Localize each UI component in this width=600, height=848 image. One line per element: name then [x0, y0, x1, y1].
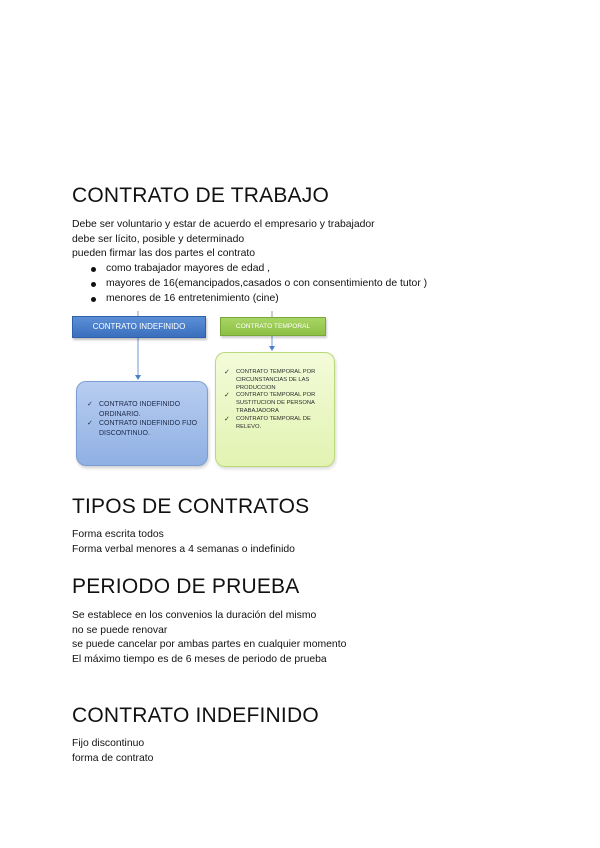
text-line: no se puede renovar — [72, 624, 168, 636]
heading-tipos-contratos: TIPOS DE CONTRATOS — [72, 495, 310, 518]
text-line: forma de contrato — [72, 752, 154, 764]
text-line: Fijo discontinuo — [72, 738, 145, 749]
text-line: debe ser lícito, posible y determinado — [72, 233, 245, 245]
indefinido-types-list — [87, 400, 203, 438]
temporal-type-item: ✓ CONTRATO TEMPORAL POR CIRCUNSTANCIAS DE LAS PRODUCCION — [224, 369, 332, 392]
contrato-indefinido-text — [72, 737, 153, 766]
contrato-trabajo-text — [72, 218, 375, 262]
text-line: El máximo tiempo es de 6 meses de periodo de prueba — [72, 653, 327, 665]
temporal-type-item: ✓ CONTRATO TEMPORAL DE RELEVO. — [224, 416, 332, 432]
text-line: se puede cancelar por ambas partes en cualquier momento — [72, 639, 347, 651]
text-line: Forma verbal menores a 4 semanas o indefinido — [72, 543, 295, 555]
tipos-contratos-text — [72, 528, 295, 557]
contrato-trabajo-bullets — [88, 262, 427, 306]
heading-contrato-trabajo: CONTRATO DE TRABAJO — [72, 184, 329, 207]
arrow-head-blue — [135, 375, 141, 380]
arrow-head-green — [269, 346, 275, 351]
periodo-prueba-text — [72, 609, 346, 667]
contrato-temporal-box: CONTRATO TEMPORAL — [220, 317, 326, 336]
temporal-types-box — [215, 352, 335, 467]
bullet-item: mayores de 16(emancipados,casados o con consentimiento de tutor ) — [88, 277, 427, 292]
indefinido-type-item: ✓ CONTRATO INDEFINIDO ORDINARIO. — [87, 400, 203, 419]
bullet-item: como trabajador mayores de edad , — [88, 262, 427, 277]
indefinido-type-item: ✓ CONTRATO INDEFINIDO FIJO DISCONTINUO. — [87, 419, 203, 438]
temporal-types-list — [224, 369, 332, 431]
contrato-indefinido-box: CONTRATO INDEFINIDO — [72, 316, 206, 338]
text-line: pueden firmar las dos partes el contrato — [72, 248, 256, 260]
bullet-item: menores de 16 entretenimiento (cine) — [88, 292, 427, 307]
text-line: Forma escrita todos — [72, 529, 164, 540]
temporal-type-item: ✓ CONTRATO TEMPORAL POR SUSTITUCION DE PERSONA TRABAJADORA — [224, 392, 332, 415]
heading-periodo-prueba: PERIODO DE PRUEBA — [72, 575, 300, 598]
text-line: Se establece en los convenios la duración del mismo — [72, 610, 317, 621]
heading-contrato-indefinido: CONTRATO INDEFINIDO — [72, 704, 319, 727]
indefinido-types-box — [76, 381, 208, 466]
text-line: Debe ser voluntario y estar de acuerdo el empresario y trabajador — [72, 219, 375, 230]
